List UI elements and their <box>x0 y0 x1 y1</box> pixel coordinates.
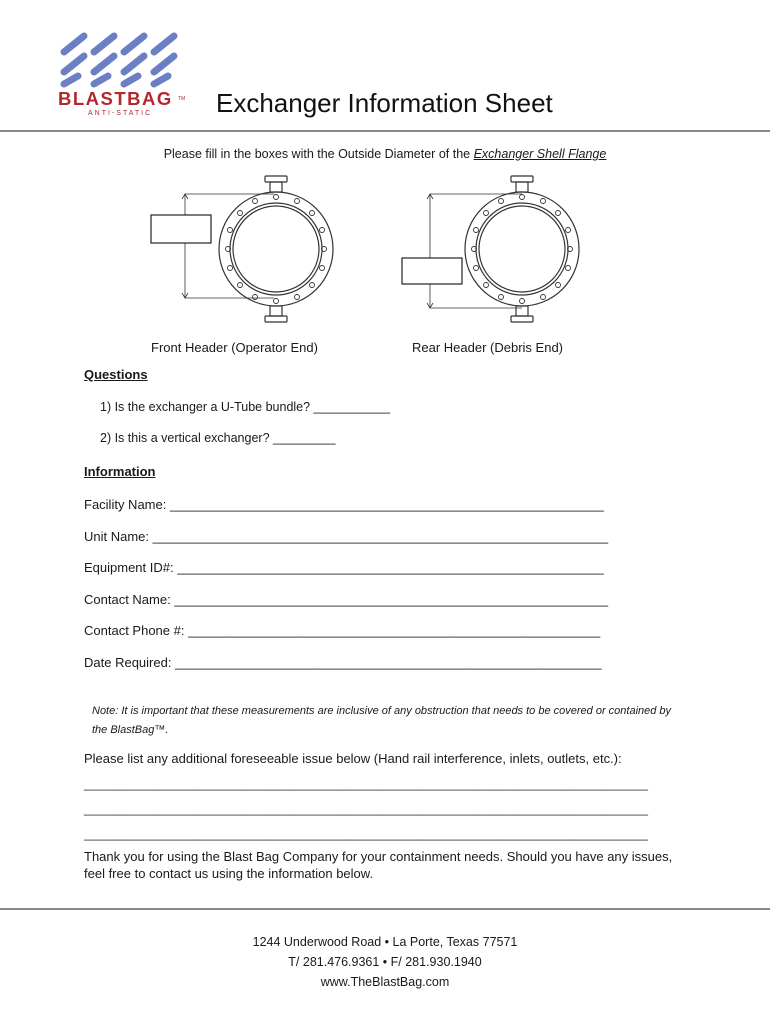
header-divider <box>0 130 770 132</box>
question-vertical[interactable]: 2) Is this a vertical exchanger? _________ <box>100 431 336 445</box>
instructions-prefix: Please fill in the boxes with the Outside Diameter of the <box>163 147 474 161</box>
measurement-note: Note: It is important that these measurements are inclusive of any obstruction that needs to be covered or contained by the BlastBag™. <box>92 705 672 736</box>
rear-header-caption: Rear Header (Debris End) <box>412 340 564 355</box>
questions-heading: Questions <box>84 367 148 382</box>
footer-divider <box>0 908 770 910</box>
rear-flange-drawing <box>402 176 579 322</box>
front-header-caption: Front Header (Operator End) <box>151 340 318 355</box>
instructions-text <box>0 147 770 161</box>
facility-name-field[interactable]: Facility Name: ____________________________________________________________ <box>84 497 604 512</box>
page-title: Exchanger Information Sheet <box>216 88 553 118</box>
brand-tagline: ANTI-STATIC <box>88 110 153 117</box>
contact-name-field[interactable]: Contact Name: ____________________________________________________________ <box>84 592 609 607</box>
information-heading: Information <box>84 464 156 479</box>
flange-diagram <box>140 170 600 330</box>
brand-trademark: TM <box>178 96 186 102</box>
question-utube[interactable]: 1) Is the exchanger a U-Tube bundle? ___________ <box>100 400 391 414</box>
front-flange-drawing <box>151 176 333 322</box>
additional-issues-line[interactable]: ______________________________________________________________________________ <box>84 826 648 841</box>
instructions-emphasis: Exchanger Shell Flange <box>473 147 607 161</box>
rear-diameter-box <box>402 258 462 284</box>
footer-website[interactable]: www.TheBlastBag.com <box>320 975 450 989</box>
additional-issues-line[interactable]: ______________________________________________________________________________ <box>84 801 648 816</box>
additional-issues-prompt: Please list any additional foreseeable issue below (Hand rail interference, inlets, outlets, etc.): <box>84 751 622 766</box>
thank-you-text: Thank you for using the Blast Bag Company for your containment needs. Should you have any issues, feel free to contact us using the information below. <box>84 849 673 881</box>
brand-name: BLASTBAG <box>58 88 173 109</box>
equipment-id-field[interactable]: Equipment ID#: ___________________________________________________________ <box>84 560 604 575</box>
unit-name-field[interactable]: Unit Name: _______________________________________________________________ <box>84 529 609 544</box>
additional-issues-line[interactable]: ______________________________________________________________________________ <box>84 776 648 791</box>
date-required-field[interactable]: Date Required: ___________________________________________________________ <box>84 655 602 670</box>
contact-phone-field[interactable]: Contact Phone #: _________________________________________________________ <box>84 623 601 638</box>
footer-contact <box>0 932 770 992</box>
front-diameter-box <box>151 215 211 243</box>
footer-address: 1244 Underwood Road • La Porte, Texas 77571 <box>252 935 518 949</box>
footer-phone: T/ 281.476.9361 • F/ 281.930.1940 <box>288 955 482 969</box>
